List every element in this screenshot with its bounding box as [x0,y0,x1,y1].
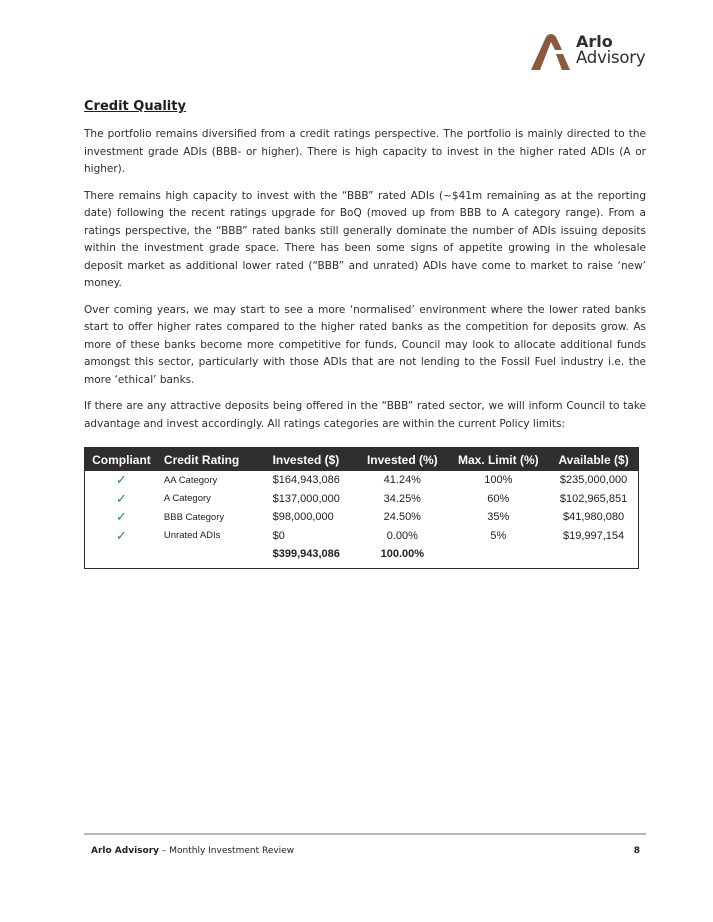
logo-wordmark [576,34,645,66]
header-max-limit: Max. Limit (%) [447,448,549,472]
logo-line-2: Advisory [576,48,646,67]
invested-amount-cell: $0 [272,529,285,542]
total-empty-cell [549,545,638,568]
available-cell: $235,000,000 [559,474,628,487]
total-empty-cell [447,545,549,568]
compliant-check-icon: ✓ [116,509,127,525]
header-compliant: Compliant [85,448,158,472]
header-available: Available ($) [549,448,638,472]
max-limit-cell: 60% [487,492,510,505]
invested-percent-cell: 24.50% [383,511,421,524]
paragraph-3: Over coming years, we may start to see a more ‘normalised’ environment where the lower rated banks start to offer higher rates compared to the higher rated banks as the competition for deposits grow. As more of these banks become more competitive for funds, Council may look to allocate additional funds amongst this sector, particularly with those ADIs that are not lending to the Fossil Fuel industry i.e. the more ‘ethical’ banks. [84,303,646,386]
brand-logo [529,32,649,72]
page-footer [91,846,640,856]
header-invested-amount: Invested ($) [267,448,358,472]
credit-rating-cell: AA Category [163,474,218,486]
credit-rating-cell: BBB Category [163,511,225,523]
paragraph-4: If there are any attractive deposits being offered in the “BBB” rated sector, we will inform Council to take advantage and invest accordingly. All ratings categories are within the current Policy limits: [84,400,646,430]
max-limit-cell: 5% [490,529,507,542]
credit-rating-cell: Unrated ADIs [163,530,221,542]
total-empty-cell [158,545,267,568]
available-cell: $102,965,851 [559,492,628,505]
available-cell: $41,980,080 [562,511,625,524]
page-number: 8 [633,846,640,856]
paragraph-2: There remains high capacity to invest with the “BBB” rated ADIs (~$41m remaining as at the reporting date) following the recent ratings upgrade for BoQ (moved up from BBB to A category range). From a ratings perspective, the “BBB” rated banks still generally dominate the number of ADIs issuing deposits within the investment grade space. There has been some signs of appetite growing in the wholesale deposit market as additional lower rated (“BBB” and unrated) ADIs have come to market to raise ‘new’ money. [84,189,646,289]
table-total-row [85,545,639,568]
total-invested-amount: $399,943,086 [272,548,340,561]
header-invested-percent: Invested (%) [357,448,447,472]
credit-quality-table [84,447,639,569]
compliant-check-icon: ✓ [116,527,127,543]
table-header-row [85,448,639,472]
main-content [84,98,646,569]
total-empty-cell [85,545,158,568]
invested-percent-cell: 34.25% [383,492,421,505]
invested-percent-cell: 41.24% [383,474,421,487]
arlo-logo-mark-icon [529,34,573,70]
footer-divider [84,833,646,835]
credit-rating-cell: A Category [163,493,211,505]
table-row [85,471,639,490]
invested-amount-cell: $98,000,000 [272,511,334,524]
invested-amount-cell: $164,943,086 [272,474,340,487]
invested-percent-cell: 0.00% [386,529,418,542]
logo-line-1: Arlo [576,32,613,51]
invested-amount-cell: $137,000,000 [272,492,340,505]
table-row [85,527,639,546]
section-title: Credit Quality [84,99,186,114]
footer-subtitle: – Monthly Investment Review [159,846,295,856]
total-invested-percent: 100.00% [380,548,425,561]
table-row [85,508,639,527]
footer-brand: Arlo Advisory [91,846,160,856]
compliant-check-icon: ✓ [116,490,127,506]
available-cell: $19,997,154 [562,529,625,542]
table-row [85,490,639,509]
compliant-check-icon: ✓ [116,472,127,488]
max-limit-cell: 100% [484,474,513,487]
max-limit-cell: 35% [487,511,510,524]
paragraph-1: The portfolio remains diversified from a credit ratings perspective. The portfolio is mainly directed to the investment grade ADIs (BBB- or higher). There is high capacity to invest in the higher rated ADIs (A or higher). [84,128,646,175]
header-credit-rating: Credit Rating [158,448,267,472]
